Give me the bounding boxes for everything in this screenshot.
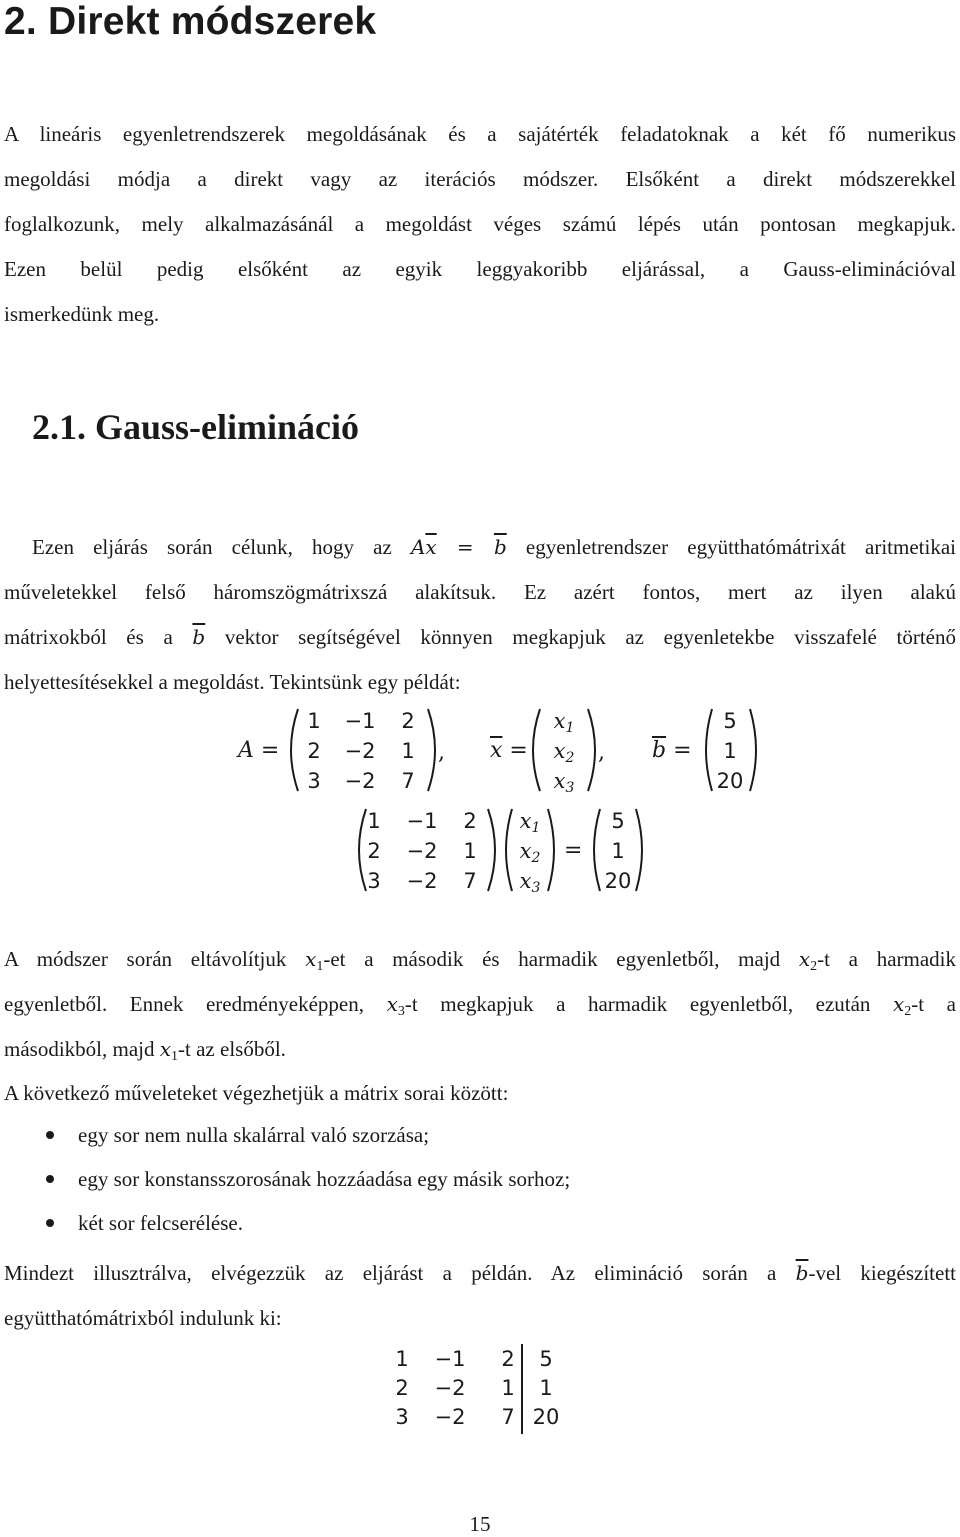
vector-cell: 20 bbox=[716, 769, 744, 793]
vector-x-label: $\overline{x}$ = bbox=[490, 738, 528, 763]
bullet-icon bbox=[46, 1219, 54, 1227]
matrix-cell: −1 bbox=[434, 1347, 466, 1371]
matrix-cell: −1 bbox=[406, 809, 438, 833]
matrix-cell: 2 bbox=[307, 739, 321, 763]
intro-line: Ezen belül pedig elsőként az egyik leggyakoribb eljárással, a Gauss-eliminációval bbox=[4, 257, 956, 281]
vector-cell: 5 bbox=[611, 809, 625, 833]
augmented-matrix bbox=[0, 1340, 960, 1440]
augmentation-divider bbox=[521, 1344, 523, 1434]
list-item: két sor felcserélése. bbox=[4, 1201, 956, 1245]
vector-cell: 5 bbox=[723, 709, 737, 733]
matrix-cell: 2 bbox=[401, 709, 415, 733]
system-equation bbox=[0, 800, 960, 900]
list-item: egy sor konstansszorosának hozzáadása egy másik sorhoz; bbox=[4, 1157, 956, 1201]
paragraph-line: A következő műveleteket végezhetjük a mátrix sorai között: bbox=[4, 1081, 509, 1105]
matrix-cell: −2 bbox=[434, 1376, 466, 1400]
matrix-cell: 2 bbox=[501, 1347, 515, 1371]
vector-cell: $x_3$ bbox=[519, 869, 541, 896]
comma: , bbox=[438, 740, 445, 765]
matrix-cell: 1 bbox=[395, 1347, 409, 1371]
paragraph-line: együtthatómátrixból indulunk ki: bbox=[4, 1306, 282, 1330]
matrix-cell: 20 bbox=[532, 1405, 560, 1429]
matrix-cell: −2 bbox=[406, 839, 438, 863]
matrix-cell: 2 bbox=[367, 839, 381, 863]
matrix-cell: 1 bbox=[367, 809, 381, 833]
operations-intro bbox=[4, 1071, 956, 1116]
operations-list bbox=[4, 1113, 956, 1245]
list-item: egy sor nem nulla skalárral való szorzása; bbox=[4, 1113, 956, 1157]
matrix-cell: 3 bbox=[395, 1405, 409, 1429]
gauss-intro-paragraph bbox=[4, 525, 956, 705]
matrix-cell: 1 bbox=[501, 1376, 515, 1400]
matrix-cell: −1 bbox=[344, 709, 376, 733]
equation-inline: $A\overline{x} = \overline{b}$ bbox=[410, 535, 507, 559]
matrix-cell: 3 bbox=[307, 769, 321, 793]
paragraph-line: egyenletből. Ennek eredményeképpen, $x_3-t$ megkapjuk a harmadik egyenletből, ezután $x_2-t$ a bbox=[4, 992, 956, 1019]
matrix-cell: −2 bbox=[344, 769, 376, 793]
vector-cell: $x_2$ bbox=[553, 739, 575, 766]
bullet-icon bbox=[46, 1175, 54, 1183]
intro-paragraph bbox=[4, 112, 956, 337]
matrix-cell: 1 bbox=[539, 1376, 553, 1400]
matrix-cell: −2 bbox=[434, 1405, 466, 1429]
paragraph-line: másodikból, majd $x_1-t$ az elsőből. bbox=[4, 1037, 286, 1064]
chapter-title: 2. Direkt módszerek bbox=[4, 0, 377, 43]
comma: , bbox=[598, 740, 605, 765]
vector-cell: 1 bbox=[723, 739, 737, 763]
matrix-cell: 5 bbox=[539, 1347, 553, 1371]
matrix-cell: 2 bbox=[395, 1376, 409, 1400]
paragraph-line: Ezen eljárás során célunk, hogy az $A\overline{x} = \overline{b}$ egyenletrendszer együtthatómátrixát aritmetikai bbox=[32, 535, 956, 559]
matrix-cell: 1 bbox=[401, 739, 415, 763]
paragraph-line: helyettesítésekkel a megoldást. Tekintsünk egy példát: bbox=[4, 670, 461, 694]
matrix-cell: −2 bbox=[344, 739, 376, 763]
bullet-icon bbox=[46, 1131, 54, 1139]
vector-cell: $x_1$ bbox=[519, 809, 541, 836]
section-title: 2.1. Gauss-elimináció bbox=[32, 407, 360, 447]
illustration-paragraph bbox=[4, 1251, 956, 1341]
vector-cell: $x_3$ bbox=[553, 769, 575, 796]
intro-line: foglalkozunk, mely alkalmazásánál a megoldást véges számú lépés után pontosan megkapjuk. bbox=[4, 212, 956, 236]
matrix-A-label: A = bbox=[238, 738, 280, 763]
matrix-cell: 7 bbox=[463, 869, 477, 893]
vector-cell: $x_1$ bbox=[553, 709, 575, 736]
matrix-cell: 7 bbox=[501, 1405, 515, 1429]
method-paragraph bbox=[4, 937, 956, 1072]
intro-line: ismerkedünk meg. bbox=[4, 302, 160, 326]
matrix-cell: 3 bbox=[367, 869, 381, 893]
vector-cell: 20 bbox=[604, 869, 632, 893]
matrix-cell: 7 bbox=[401, 769, 415, 793]
paragraph-line: mátrixokból és a $\overline{b}$ vektor segítségével könnyen megkapjuk az egyenletekbe visszafelé történő bbox=[4, 625, 956, 649]
intro-line: megoldási módja a direkt vagy az iterációs módszer. Elsőként a direkt módszerekkel bbox=[4, 167, 956, 191]
matrix-cell: −2 bbox=[406, 869, 438, 893]
paragraph-line: Mindezt illusztrálva, elvégezzük az eljárást a példán. Az elimináció során a $\overline{b}$-vel kiegészített bbox=[4, 1261, 957, 1285]
paragraph-line: műveletekkel felső háromszögmátrixszá alakítsuk. Ez azért fontos, mert az ilyen alakú bbox=[4, 580, 956, 604]
page-number: 15 bbox=[469, 1512, 491, 1536]
matrix-cell: 1 bbox=[307, 709, 321, 733]
vector-cell: $x_2$ bbox=[519, 839, 541, 866]
vector-b-label: $\overline{b}$ = bbox=[652, 738, 692, 763]
vector-cell: 1 bbox=[611, 839, 625, 863]
definition-equation bbox=[0, 700, 960, 800]
matrix-cell: 1 bbox=[463, 839, 477, 863]
intro-line: A lineáris egyenletrendszerek megoldásának és a sajátérték feladatoknak a két fő numerikus bbox=[4, 122, 956, 146]
paragraph-line: A módszer során eltávolítjuk $x_1-et$ a második és harmadik egyenletből, majd $x_2-t$ a harmadik bbox=[4, 947, 957, 974]
matrix-cell: 2 bbox=[463, 809, 477, 833]
equals-sign: = bbox=[564, 838, 583, 863]
